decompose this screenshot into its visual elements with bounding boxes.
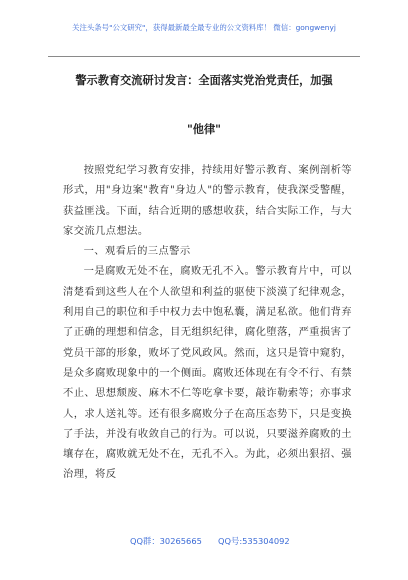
footer-qq-number: QQ号:535304092 bbox=[218, 536, 290, 546]
section-heading: 一、观看后的三点警示 bbox=[83, 245, 191, 258]
section-paragraph: 一是腐败无处不在，腐败无孔不入。警示教育片中，可以清楚看到这些人在个人欲望和利益的驱使下淡漠了纪律观念，利用自己的职位和手中权力去中饱私囊，满足私欲。他们背弃了正确的理想和信念，目无组织纪律，腐化堕落，严重损害了党员干部的形象，败坏了党风政风。然而，这只是管中窥豹，是众多腐败现象中的一个侧面。腐败还体现在有令不行、有禁不止、思想颓废、麻木不仁等吃拿卡要，敲诈勒索等；亦事求人，求人送礼等。还有很多腐败分子在高压态势下，只是变换了手法，并没有收敛自己的行为。可以说，只要滋养腐败的土壤存在，腐败就无处不在，无孔不入。为此，必须出狠招、强治理，将反 bbox=[63, 265, 352, 481]
document-body bbox=[63, 160, 352, 485]
document-title-line1: 警示教育交流研讨发言：全面落实党治党责任，加强 bbox=[75, 74, 333, 87]
intro-paragraph: 按照党纪学习教育安排，持续用好警示教育、案例剖析等形式，用"身边案"教育"身边人"的警示教育，使我深受警醒，获益匪浅。下面，结合近期的感想收获，结合实际工作，与大家交流几点想法。 bbox=[63, 164, 352, 237]
document-title-line2: "他律" bbox=[186, 123, 222, 136]
footer-qq-group: QQ群：30265665 bbox=[130, 536, 202, 546]
header-promo-text: 关注头条号"公文研究"，获得最新最全最专业的公文资料库！ 微信：gongwenyj bbox=[72, 23, 336, 32]
